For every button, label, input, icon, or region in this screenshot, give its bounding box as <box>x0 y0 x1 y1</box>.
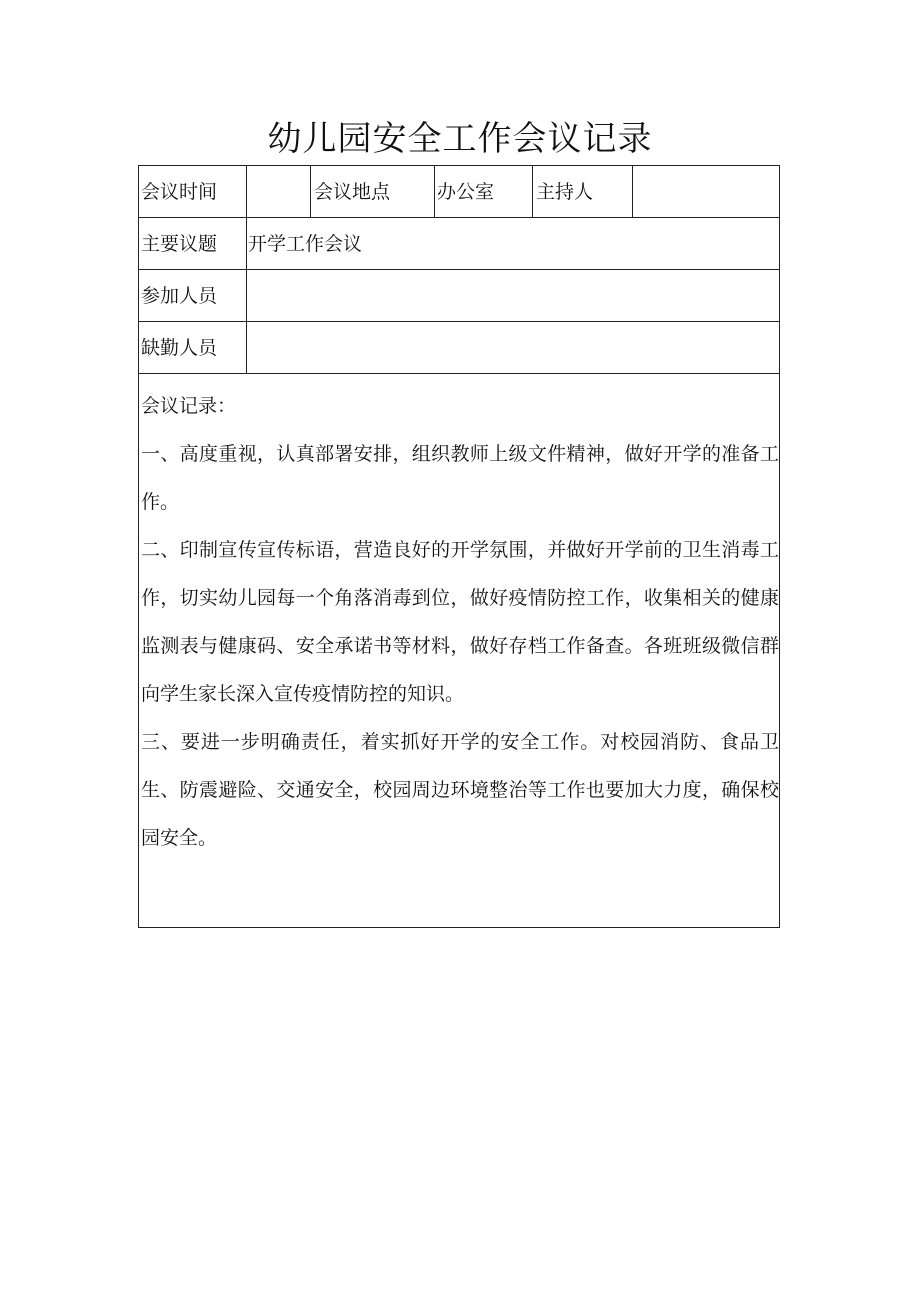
attendees-label: 参加人员 <box>141 285 218 307</box>
column-divider <box>434 166 435 217</box>
topic-label: 主要议题 <box>141 233 218 255</box>
record-paragraph-1: 一、高度重视，认真部署安排，组织教师上级文件精神，做好开学的准备工作。 <box>141 443 779 513</box>
column-divider <box>310 166 311 217</box>
column-divider <box>532 166 533 217</box>
column-divider <box>246 166 247 373</box>
host-label: 主持人 <box>536 181 594 203</box>
meeting-place-label: 会议地点 <box>314 181 391 203</box>
row-divider <box>139 321 779 322</box>
record-paragraph-2: 二、印制宣传宣传标语，营造良好的开学氛围，并做好开学前的卫生消毒工作，切实幼儿园每一个角落消毒到位，做好疫情防控工作，收集相关的健康监测表与健康码、安全承诺书等材料，做好存档工作备查。各班班级微信群向学生家长深入宣传疫情防控的知识。 <box>141 539 779 705</box>
absent-label: 缺勤人员 <box>141 337 218 359</box>
meeting-record-body <box>141 382 779 862</box>
meeting-record-table <box>138 165 780 928</box>
meeting-place-value: 办公室 <box>437 181 495 203</box>
page-title: 幼儿园安全工作会议记录 <box>267 119 653 159</box>
topic-value: 开学工作会议 <box>248 233 363 255</box>
meeting-time-label: 会议时间 <box>141 181 218 203</box>
record-heading: 会议记录： <box>141 395 237 417</box>
record-paragraph-3: 三、要进一步明确责任，着实抓好开学的安全工作。对校园消防、食品卫生、防震避险、交通安全，校园周边环境整治等工作也要加大力度，确保校园安全。 <box>141 731 779 849</box>
row-divider <box>139 269 779 270</box>
column-divider <box>632 166 633 217</box>
row-divider <box>139 373 779 374</box>
